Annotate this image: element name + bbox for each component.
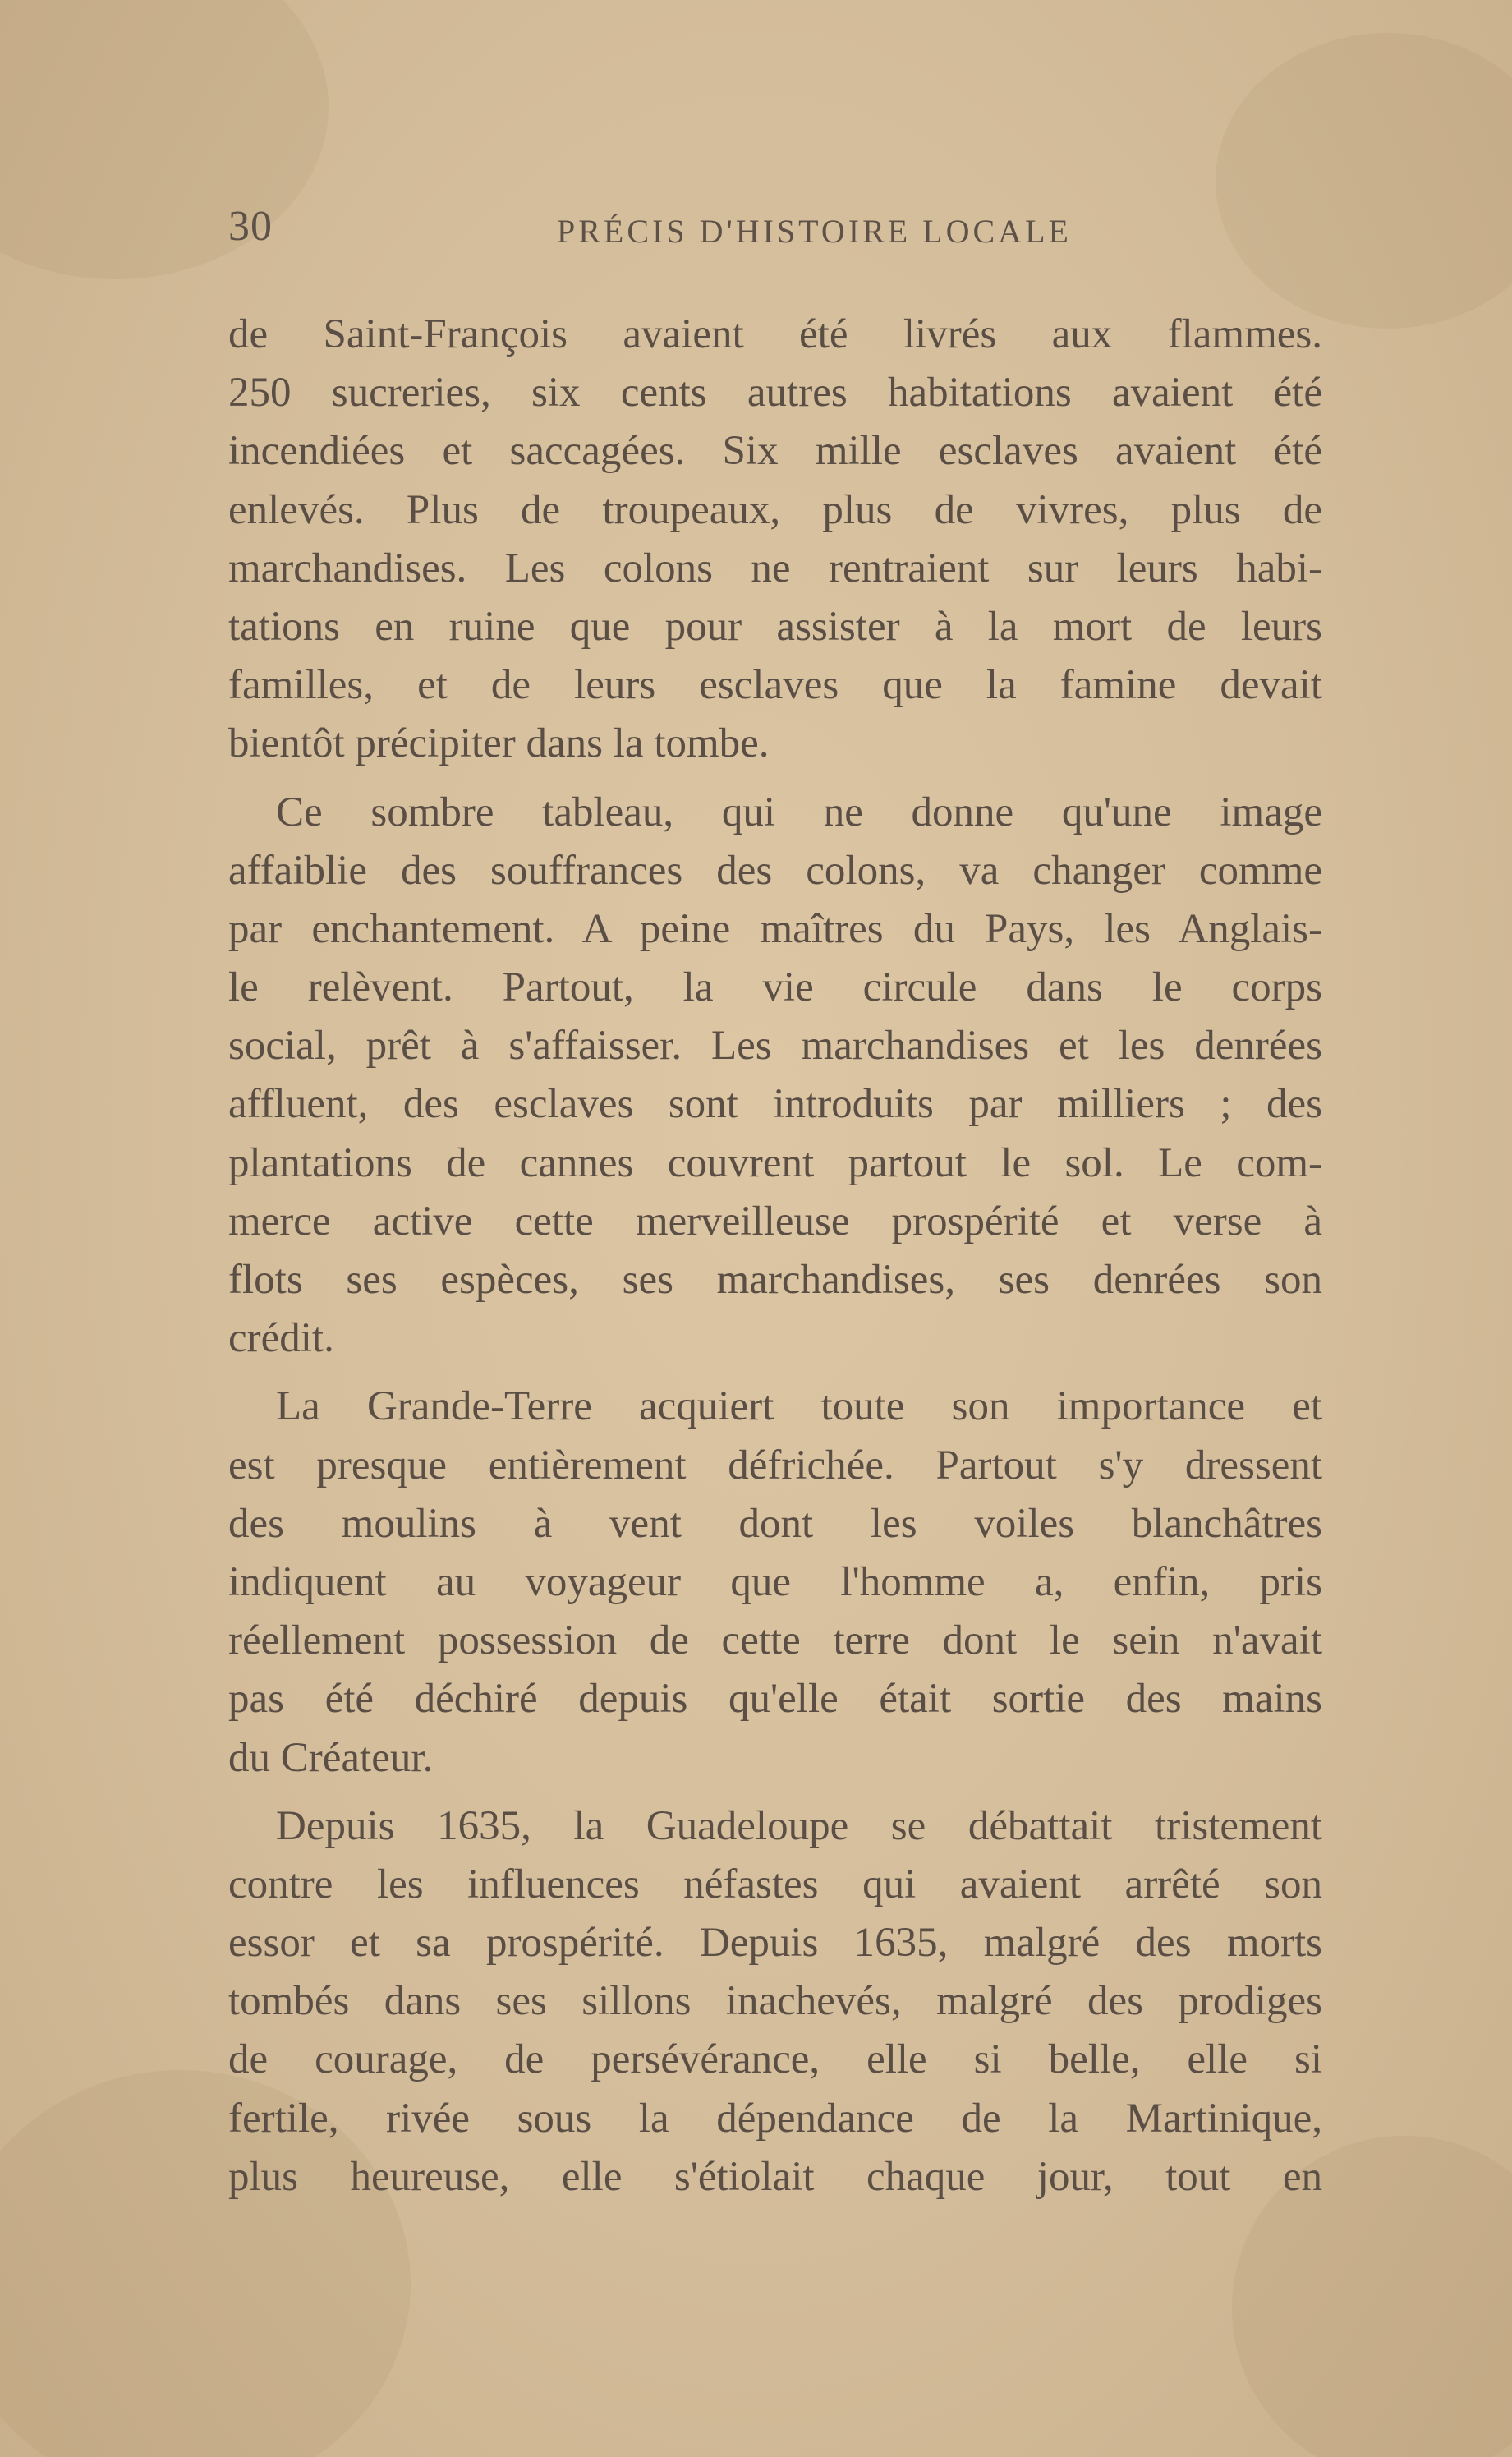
text-line: réellement possession de cette terre dont le sein n'avait — [228, 1617, 1322, 1664]
body-text — [228, 306, 1322, 2206]
text-line: tations en ruine que pour assister à la mort de leurs — [228, 603, 1322, 650]
text-line: La Grande-Terre acquiert toute son importance et — [276, 1383, 1322, 1430]
text-line: pas été déchiré depuis qu'elle était sortie des mains — [228, 1676, 1322, 1723]
text-line: marchandises. Les colons ne rentraient sur leurs habi- — [228, 545, 1322, 591]
text-line: 250 sucreries, six cents autres habitations avaient été — [228, 370, 1322, 416]
text-line: de courage, de persévérance, elle si belle, elle si — [228, 2036, 1322, 2083]
page-number: 30 — [228, 203, 273, 250]
text-line: enlevés. Plus de troupeaux, plus de vivres, plus de — [228, 486, 1322, 533]
text-line: merce active cette merveilleuse prospérité et verse à — [228, 1198, 1322, 1245]
paragraph — [228, 306, 1322, 774]
paragraph — [228, 1378, 1322, 1787]
text-line: Depuis 1635, la Guadeloupe se débattait tristement — [276, 1802, 1322, 1849]
text-line: indiquent au voyageur que l'homme a, enfin, pris — [228, 1558, 1322, 1605]
page-header — [228, 197, 1165, 263]
text-line: crédit. — [228, 1315, 334, 1362]
text-line: tombés dans ses sillons inachevés, malgré des prodiges — [228, 1978, 1322, 2025]
text-line: par enchantement. A peine maîtres du Pays, les Anglais- — [228, 905, 1322, 952]
text-line: flots ses espèces, ses marchandises, ses denrées son — [228, 1257, 1322, 1303]
text-line: incendiées et saccagées. Six mille esclaves avaient été — [228, 428, 1322, 475]
text-line: Ce sombre tableau, qui ne donne qu'une image — [276, 789, 1322, 835]
text-line: social, prêt à s'affaisser. Les marchandises et les denrées — [228, 1023, 1322, 1070]
text-line: affluent, des esclaves sont introduits par milliers ; des — [228, 1081, 1322, 1128]
text-line: le relèvent. Partout, la vie circule dans le corps — [228, 964, 1322, 1011]
text-line: des moulins à vent dont les voiles blanchâtres — [228, 1500, 1322, 1547]
text-line: fertile, rivée sous la dépendance de la Martinique, — [228, 2095, 1322, 2142]
text-line: est presque entièrement défrichée. Partout s'y dressent — [228, 1442, 1322, 1488]
text-line: de Saint-François avaient été livrés aux flammes. — [228, 311, 1322, 357]
text-line: essor et sa prospérité. Depuis 1635, malgré des morts — [228, 1920, 1322, 1967]
text-line: affaiblie des souffrances des colons, va changer comme — [228, 847, 1322, 894]
text-line: contre les influences néfastes qui avaient arrêté son — [228, 1861, 1322, 1907]
paragraph — [228, 1797, 1322, 2206]
text-line: plus heureuse, elle s'étiolait chaque jour, tout en — [228, 2153, 1322, 2200]
text-line: du Créateur. — [228, 1734, 434, 1781]
text-line: familles, et de leurs esclaves que la famine devait — [228, 662, 1322, 709]
paragraph — [228, 784, 1322, 1369]
text-line: bientôt précipiter dans la tombe. — [228, 720, 770, 767]
running-title: PRÉCIS D'HISTOIRE LOCALE — [557, 213, 1072, 250]
text-line: plantations de cannes couvrent partout le sol. Le com- — [228, 1139, 1322, 1186]
